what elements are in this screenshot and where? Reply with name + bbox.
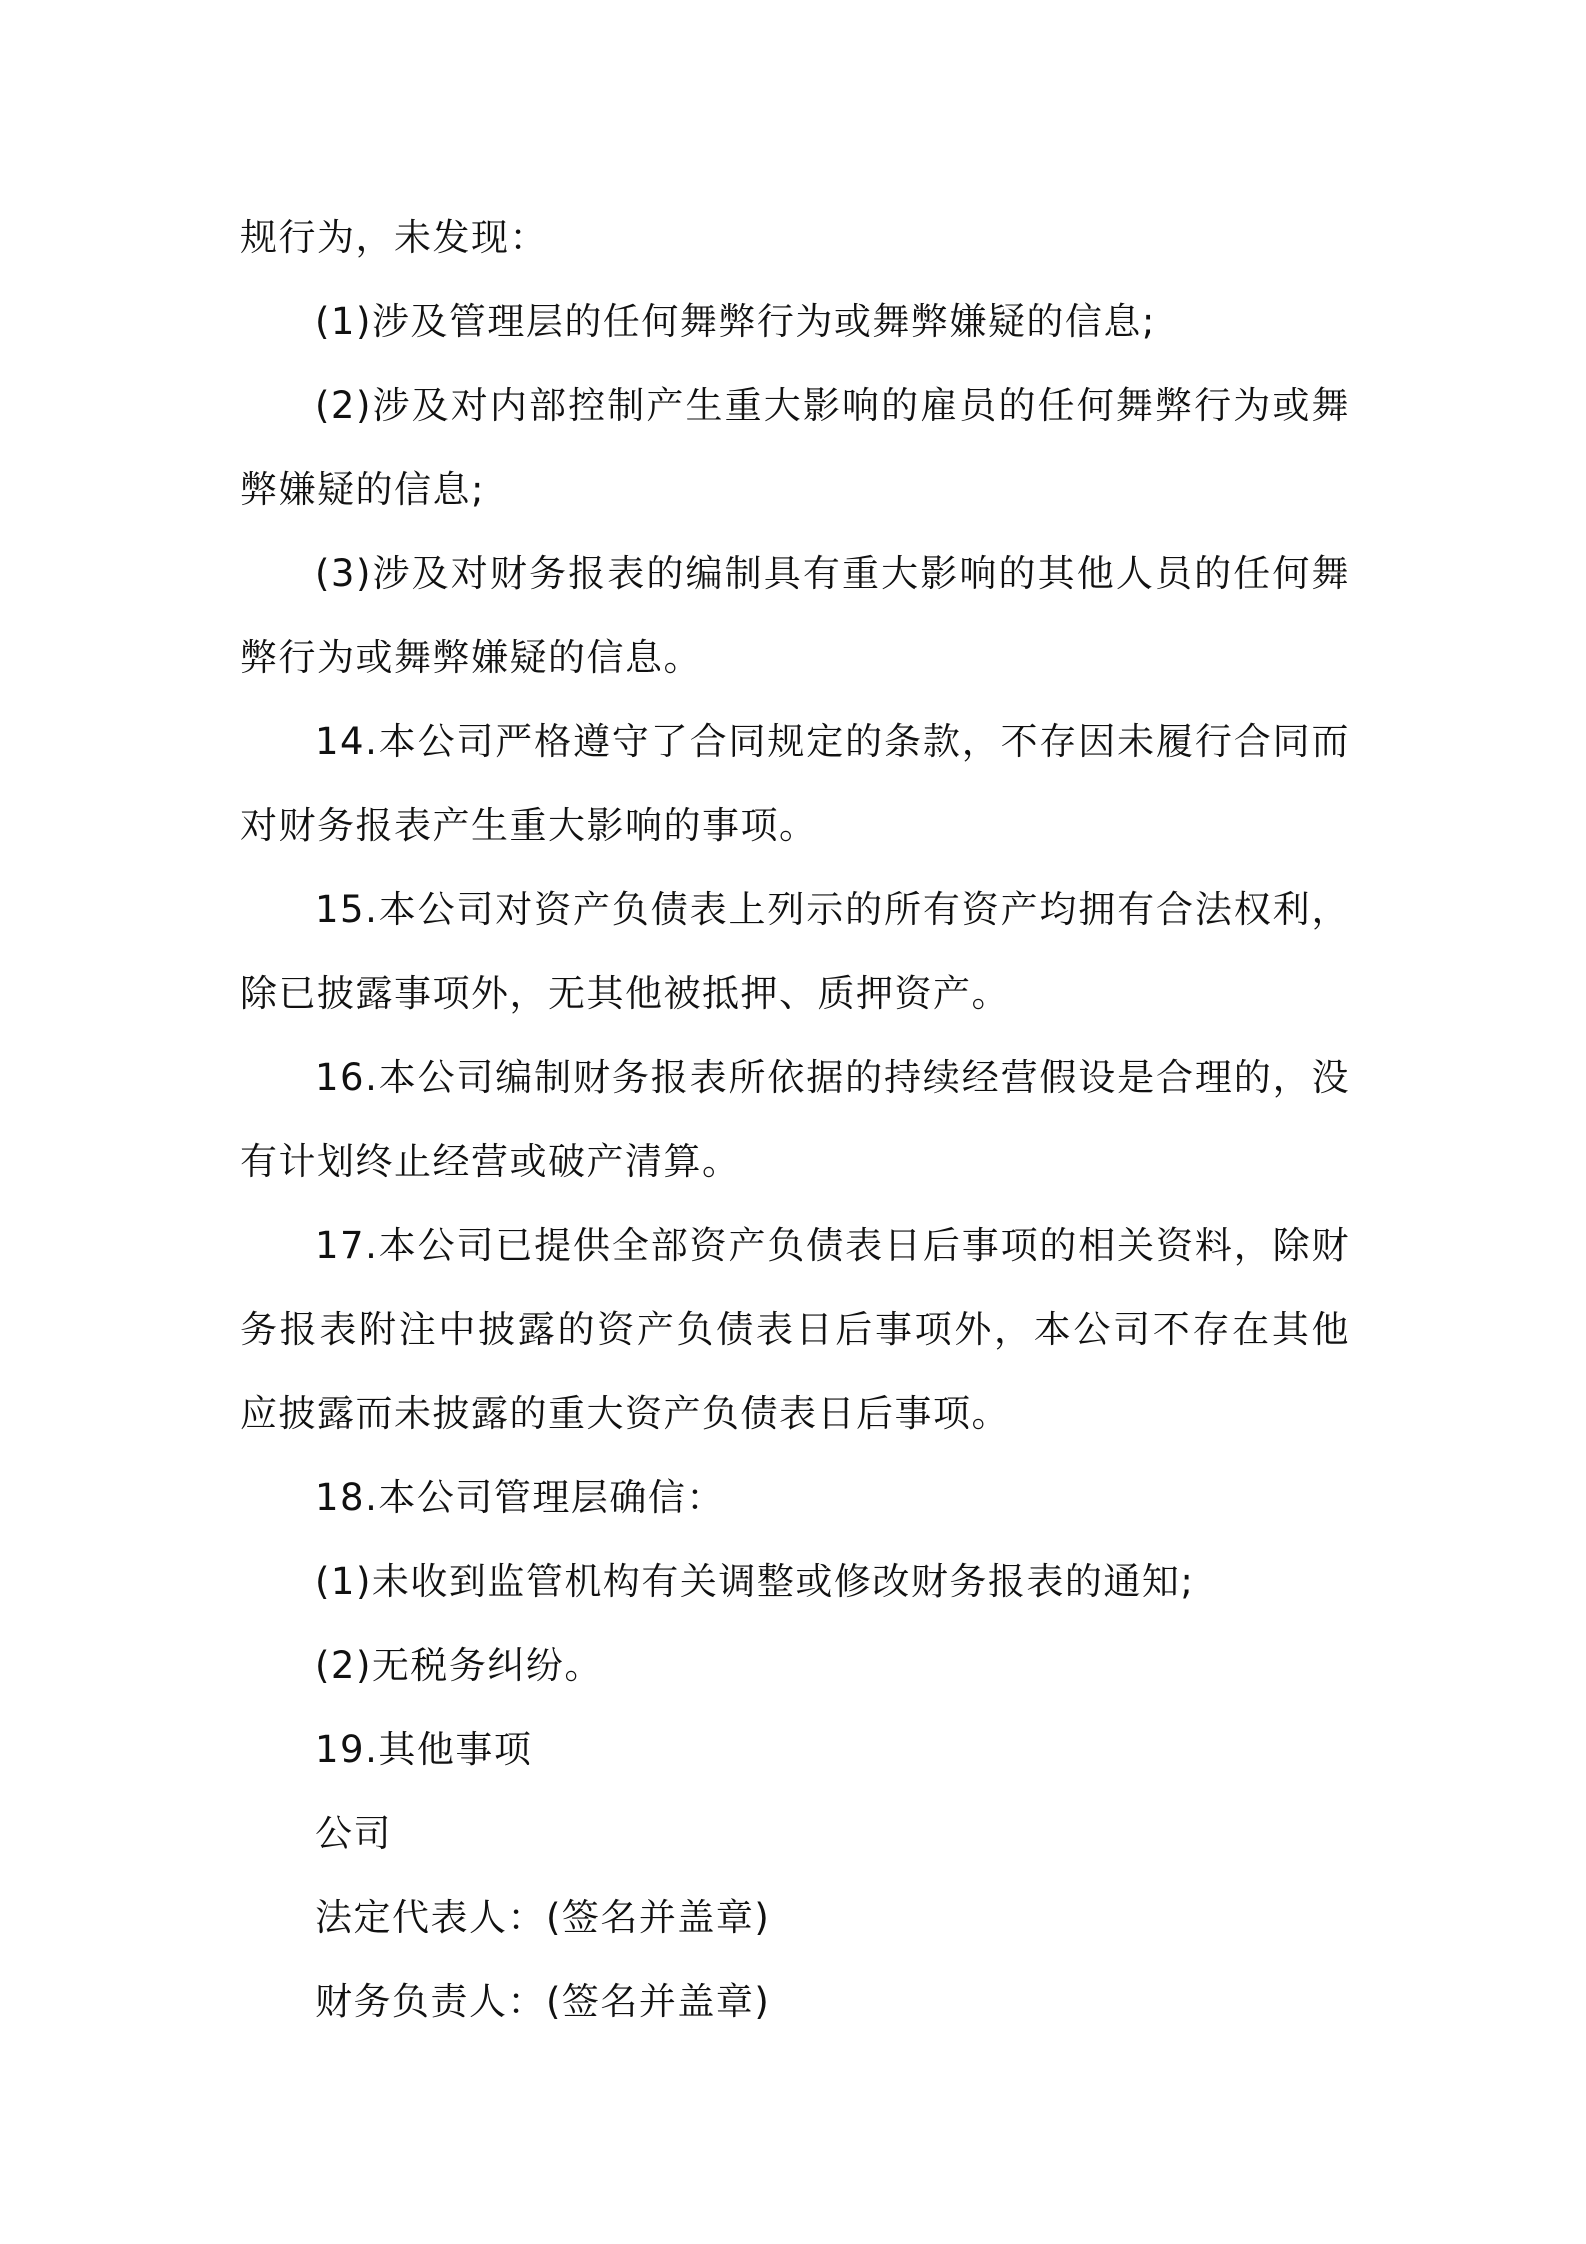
signature-finance-head: 财务负责人：(签名并盖章) [315, 1980, 771, 2023]
paragraph-clause-18-item-2: (2)无税务纠纷。 [315, 1644, 603, 1687]
paragraph-clause-18-item-1: (1)未收到监管机构有关调整或修改财务报表的通知; [315, 1560, 1195, 1603]
paragraph-item-1-management-fraud: (1)涉及管理层的任何舞弊行为或舞弊嫌疑的信息; [315, 300, 1156, 343]
signature-legal-representative: 法定代表人：(签名并盖章) [315, 1896, 771, 1939]
paragraph-item-2-employee-fraud: (2)涉及对内部控制产生重大影响的雇员的任何舞弊行为或舞弊嫌疑的信息; [240, 384, 1350, 511]
paragraph-clause-18: 18.本公司管理层确信： [315, 1476, 725, 1519]
paragraph-continuation: 规行为，未发现： [240, 216, 548, 259]
paragraph-item-3-other-fraud: (3)涉及对财务报表的编制具有重大影响的其他人员的任何舞弊行为或舞弊嫌疑的信息。 [240, 552, 1350, 679]
paragraph-clause-16: 16.本公司编制财务报表所依据的持续经营假设是合理的，没有计划终止经营或破产清算。 [240, 1056, 1350, 1183]
paragraph-clause-15: 15.本公司对资产负债表上列示的所有资产均拥有合法权利，除已披露事项外，无其他被抵押、质押资产。 [240, 888, 1350, 1015]
document-body [240, 196, 1350, 2044]
signature-company: 公司 [315, 1812, 392, 1855]
paragraph-clause-14: 14.本公司严格遵守了合同规定的条款，不存因未履行合同而对财务报表产生重大影响的事项。 [240, 720, 1350, 847]
paragraph-clause-17: 17.本公司已提供全部资产负债表日后事项的相关资料，除财务报表附注中披露的资产负债表日后事项外，本公司不存在其他应披露而未披露的重大资产负债表日后事项。 [240, 1224, 1350, 1435]
paragraph-clause-19: 19.其他事项 [315, 1728, 533, 1771]
